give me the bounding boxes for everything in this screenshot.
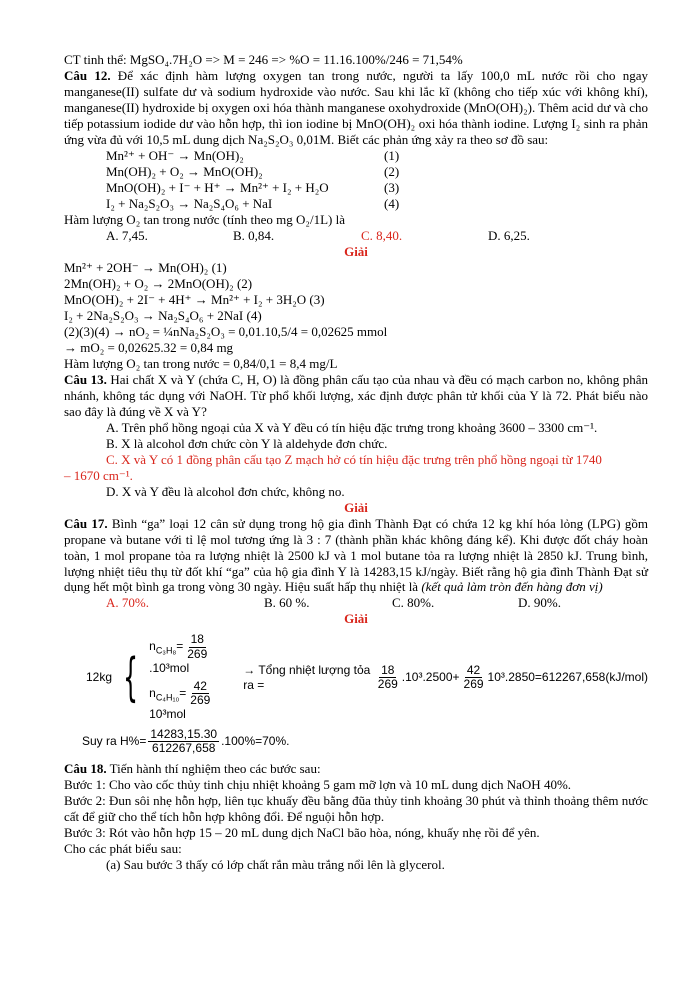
denominator: 269: [187, 646, 208, 661]
question-13-text: Hai chất X và Y (chứa C, H, O) là đồng phân cấu tạo của nhau và đều có mạch carbon no, không phân nhánh, không tác dụng với NaOH. Từ phổ khối lượng, xác định được phân tử khối của Y là 72. Phát biểu nào sao đây là đúng về X và Y?: [64, 371, 649, 419]
numerator: 14283,15.30: [150, 726, 218, 741]
brace-symbol: {: [123, 647, 139, 708]
reaction-row: [106, 148, 648, 164]
option-d: D. X và Y đều là alcohol đơn chức, không no.: [106, 483, 345, 499]
option-a: A. 7,45.: [106, 227, 148, 243]
option-d: D. 90%.: [518, 595, 561, 611]
calc-middle: → Tổng nhiệt lượng tỏa ra =: [243, 662, 371, 692]
reaction-equation: Mn²⁺ + OH⁻ → Mn(OH)₂: [106, 147, 244, 163]
efficiency-result: .100%=70%.: [221, 734, 290, 748]
solution-heading: Giải: [344, 611, 368, 627]
step-1: Bước 1: Cho vào cốc thủy tinh chịu nhiệt khoảng 5 gam mỡ lợn và 10 mL dung dịch NaOH 40%.: [64, 777, 572, 793]
reaction-number: (3): [384, 179, 400, 195]
fraction: [148, 728, 219, 755]
mole-symbol: n: [149, 685, 156, 700]
option-a: A. Trên phổ hồng ngoại của X và Y đều có tín hiệu đặc trưng trong khoảng 3600 – 3300 cm⁻¹.: [106, 419, 598, 435]
reaction-number: (1): [384, 147, 400, 163]
mole-unit: .10³mol: [149, 660, 190, 675]
efficiency-prefix: Suy ra H%=: [82, 734, 147, 748]
option-c: C. 80%.: [392, 595, 435, 611]
calc-lhs: 12kg: [86, 670, 113, 685]
calc-term: .10³.2500+: [401, 670, 460, 685]
option-b: B. X là alcohol đơn chức còn Y là aldehyde đơn chức.: [106, 435, 388, 451]
reaction-equation: I₂ + Na₂S₂O₃ → Na₂S₄O₆ + NaI: [106, 195, 273, 211]
option-d: D. 6,25.: [488, 227, 530, 243]
reaction-number: (2): [384, 163, 400, 179]
denominator: 269: [190, 692, 211, 707]
mole-unit: 10³mol: [149, 706, 186, 721]
numerator: 42: [193, 678, 207, 693]
mole-system: [149, 633, 237, 721]
question-12-solution: [64, 260, 648, 372]
mole-butane: $n_{C_4H_{10}}=$ $\frac{42}{269}$ 10³mol: [149, 678, 211, 721]
numerator: 42: [466, 662, 481, 677]
mole-propane: $n_{C_3H_8}=$ $\frac{18}{269}$ .10³mol: [149, 632, 208, 675]
reaction-equation: Mn(OH)₂ + O₂ → MnO(OH)₂: [106, 163, 263, 179]
denominator: 269: [463, 677, 484, 692]
solution-line: (2)(3)(4) → nO₂ = ¼nNa₂S₂O₃ = 0,01.10,5/4 = 0,02625 mmol: [64, 323, 388, 339]
option-b: B. 0,84.: [233, 227, 275, 243]
numerator: 18: [381, 662, 395, 677]
option-a-correct: A. 70%.: [106, 595, 149, 611]
fraction: [188, 680, 212, 707]
question-13-label: Câu 13.: [64, 371, 107, 387]
question-12-options: [64, 228, 648, 244]
mole-subscript: C₄H₁₀: [155, 691, 180, 702]
statements-intro: Cho các phát biểu sau:: [64, 840, 182, 856]
formula-line: CT tinh thể: MgSO₄.7H₂O => M = 246 => %O = 11.16.100%/246 = 71,54%: [64, 52, 463, 67]
solution-heading: Giải: [344, 243, 368, 259]
mole-symbol: n: [149, 639, 156, 654]
denominator: 612267,658: [152, 740, 216, 755]
question-18-text: Tiến hành thí nghiệm theo các bước sau:: [106, 761, 321, 777]
question-18: [64, 761, 648, 777]
fraction: [462, 664, 486, 691]
option-b: B. 60 %.: [264, 595, 310, 611]
calc-result: 10³.2850=612267,658(kJ/mol): [487, 670, 648, 685]
option-c-correct: C. X và Y có 1 đồng phân cấu tạo Z mạch hở có tín hiệu đặc trưng trên phổ hồng ngoại từ 1740: [106, 451, 602, 467]
mole-subscript: C₃H₈: [155, 645, 177, 656]
solution-line: 2Mn(OH)₂ + O₂ → 2MnO(OH)₂ (2): [64, 275, 253, 291]
reaction-row: [106, 180, 648, 196]
option-c-correct: C. 8,40.: [361, 227, 403, 243]
reaction-equation: MnO(OH)₂ + I⁻ + H⁺ → Mn²⁺ + I₂ + H₂O: [106, 179, 329, 195]
question-17-options: [64, 595, 648, 611]
reaction-number: (4): [384, 195, 400, 211]
reaction-row: [106, 164, 648, 180]
question-12-text: Để xác định hàm lượng oxygen tan trong nước, người ta lấy 100,0 mL nước rồi cho ngay manganese(II) sulfate dư và sodium hydroxide vào nước. Sau khi lắc kĩ (không cho tiếp xúc với không khí), manganese(II) hydroxide bị oxygen oxi hóa thành manganese oxohydroxide (MnO(OH)₂). Thêm acid dư và cho tiếp potassium iodide dư vào hỗn hợp, thì ion iodine bị MnO(OH)₂ oxi hóa thành iodine. Lượng I₂ sinh ra phản ứng vừa đủ với 10,5 mL dung dịch Na₂S₂O₃ 0,01M. Biết các phản ứng xảy ra theo sơ đồ sau:: [64, 67, 649, 147]
document-page: [64, 52, 648, 873]
fraction: [376, 664, 400, 691]
option-c-continued: – 1670 cm⁻¹.: [64, 467, 133, 483]
solution-line: I₂ + 2Na₂S₂O₃ → Na₂S₄O₆ + 2NaI (4): [64, 307, 262, 323]
denominator: 269: [377, 677, 398, 692]
reaction-row: [106, 196, 648, 212]
efficiency-calculation: [64, 728, 648, 755]
solution-heading: Giải: [344, 499, 368, 515]
question-12: [64, 68, 648, 148]
step-2: Bước 2: Đun sôi nhẹ hỗn hợp, liên tục khuấy đều bằng đũa thủy tinh khoảng 30 phút và thỉnh thoảng thêm nước cất để giữ cho thể tích hỗn hợp không đổi. Để nguội hỗn hợp.: [64, 793, 648, 825]
solution-line: Mn²⁺ + 2OH⁻ → Mn(OH)₂ (1): [64, 259, 227, 275]
fraction: [185, 633, 209, 660]
question-12-ask: Hàm lượng O₂ tan trong nước (tính theo mg O₂/1L) là: [64, 211, 345, 227]
question-17-text: Bình “ga” loại 12 cân sử dụng trong hộ gia đình Thành Đạt có chứa 12 kg khí hóa lỏng (LPG) gồm propane và butane với tỉ lệ mol tương ứng là 3 : 7 (thành phần khác không đáng kể). Khi được đốt cháy hoàn toàn, 1 mol propane tỏa ra lượng nhiệt là 2500 kJ và 1 mol butane tỏa ra lượng nhiệt là 2850 kJ. Trung bình, lượng nhiệt tiêu thụ từ đốt khí “ga” của hộ gia đình Y là 14283,15 kJ/ngày. Biết rằng hộ gia đình Thành Đạt sử dụng hết một bình ga trong vòng 30 ngày. Hiệu suất hấp thụ nhiệt là: [64, 515, 648, 595]
solution-line: MnO(OH)₂ + 2I⁻ + 4H⁺ → Mn²⁺ + I₂ + 3H₂O (3): [64, 291, 325, 307]
question-17-note: (kết quả làm tròn đến hàng đơn vị): [421, 579, 603, 595]
question-18-label: Câu 18.: [64, 761, 107, 777]
question-12-label: Câu 12.: [64, 67, 111, 83]
reaction-list: [64, 148, 648, 212]
heat-calculation: [64, 633, 648, 721]
solution-line: → mO₂ = 0,02625.32 = 0,84 mg: [64, 339, 234, 355]
solution-line: Hàm lượng O₂ tan trong nước = 0,84/0,1 = 8,4 mg/L: [64, 355, 338, 371]
question-17: [64, 516, 648, 596]
numerator: 18: [190, 632, 204, 647]
statement-a: (a) Sau bước 3 thấy có lớp chất rắn màu trắng nổi lên là glycerol.: [106, 856, 445, 872]
question-17-label: Câu 17.: [64, 515, 108, 531]
question-13: [64, 372, 648, 420]
step-3: Bước 3: Rót vào hỗn hợp 15 – 20 mL dung dịch NaCl bão hòa, nóng, khuấy nhẹ rồi để yên.: [64, 825, 540, 840]
